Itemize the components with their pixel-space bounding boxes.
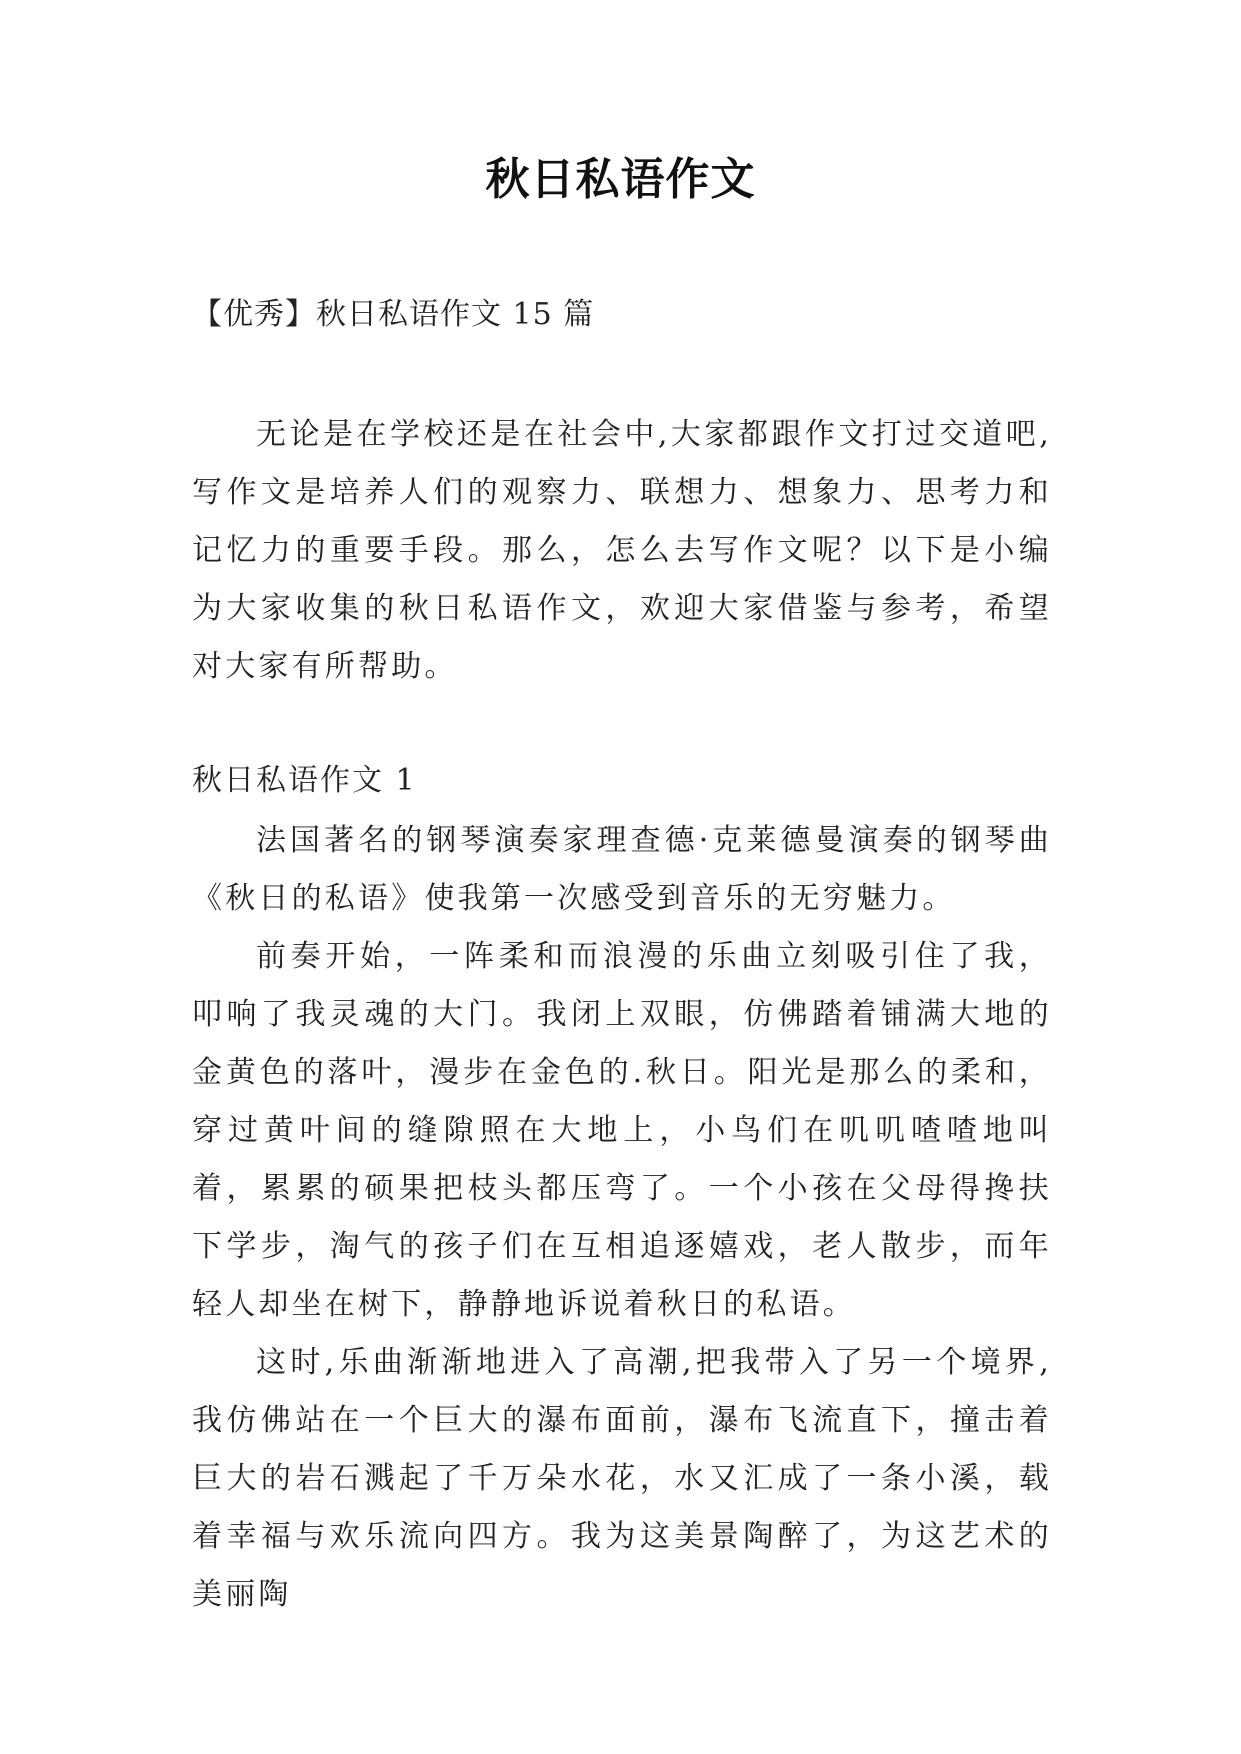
body-paragraph: 法国著名的钢琴演奏家理查德·克莱德曼演奏的钢琴曲《秋日的私语》使我第一次感受到音乐的无穷魅力。 (192, 823, 1052, 916)
section-heading: 秋日私语作文 1 (192, 763, 417, 798)
document-title: 秋日私语作文 (485, 154, 756, 205)
intro-paragraph: 无论是在学校还是在社会中,大家都跟作文打过交道吧,写作文是培养人们的观察力、联想力、想象力、思考力和记忆力的重要手段。那么，怎么去写作文呢？以下是小编为大家收集的秋日私语作文，欢迎大家借鉴与参考，希望对大家有所帮助。 (192, 417, 1052, 684)
document-subtitle: 【优秀】秋日私语作文 15 篇 (192, 297, 595, 332)
body-paragraph: 这时,乐曲渐渐地进入了高潮,把我带入了另一个境界,我仿佛站在一个巨大的瀑布面前，瀑布飞流直下，撞击着巨大的岩石溅起了千万朵水花，水又汇成了一条小溪，载着幸福与欢乐流向四方。我为这美景陶醉了，为这艺术的美丽陶 (192, 1345, 1052, 1612)
body-paragraph: 前奏开始，一阵柔和而浪漫的乐曲立刻吸引住了我，叩响了我灵魂的大门。我闭上双眼，仿佛踏着铺满大地的金黄色的落叶，漫步在金色的.秋日。阳光是那么的柔和，穿过黄叶间的缝隙照在大地上，小鸟们在叽叽喳喳地叫着，累累的硕果把枝头都压弯了。一个小孩在父母得搀扶下学步，淘气的孩子们在互相追逐嬉戏，老人散步，而年轻人却坐在树下，静静地诉说着秋日的私语。 (192, 939, 1052, 1322)
